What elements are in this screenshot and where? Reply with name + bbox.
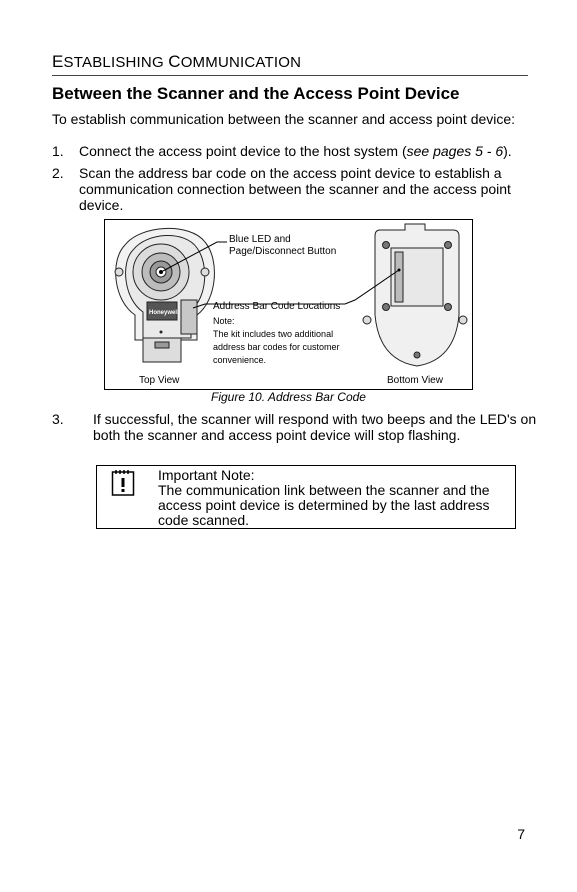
label-led-2: Page/Disconnect Button: [229, 246, 337, 257]
label-barcode: Address Bar Code Locations: [213, 301, 341, 312]
note-label: Note:: [213, 316, 235, 326]
section-initial-1: E: [52, 52, 64, 71]
led-dot: [159, 270, 163, 274]
note-line-3: code scanned.: [158, 512, 250, 528]
note-line-3: convenience.: [213, 355, 267, 365]
figure-illustration: [105, 220, 472, 389]
intro-text: To establish communication between the scanner and access point device:: [52, 111, 516, 127]
step-2-line-2: communication connection between the scanner and the access point: [79, 181, 511, 197]
step-3-line-2: both the scanner and access point device will stop flashing.: [93, 427, 461, 443]
important-note-box: [96, 465, 516, 529]
step-1-text-after: ).: [503, 143, 512, 159]
figure-caption: Figure 10. Address Bar Code: [211, 390, 366, 404]
section-rest-1: STABLISHING: [63, 54, 169, 71]
step-1-number: 1.: [52, 143, 64, 159]
note-line-2: access point device is determined by the last address: [158, 497, 490, 513]
important-note-text: [158, 468, 508, 528]
step-2-text: [79, 165, 511, 213]
note-line-1: The kit includes two additional: [213, 329, 334, 339]
step-3-line-1: If successful, the scanner will respond with two beeps and the LED's on: [93, 411, 537, 427]
step-1-text-italic: see pages 5 - 6: [406, 143, 504, 159]
step-3-number: 3.: [52, 411, 64, 427]
figure-address-bar-code: [104, 219, 473, 390]
step-2-line-3: device.: [79, 197, 124, 213]
page-title: Between the Scanner and the Access Point Device: [52, 84, 460, 103]
scanner-top-view: [115, 228, 214, 362]
step-1-text-before: Connect the access point device to the host system (: [79, 143, 407, 159]
section-initial-2: C: [168, 52, 181, 71]
note-heading: Important Note:: [158, 467, 255, 483]
step-2-line-1: Scan the address bar code on the access point device to establish a: [79, 165, 502, 181]
step-3-text: [93, 411, 536, 443]
section-header: [52, 52, 528, 76]
bottom-view-label: Bottom View: [387, 375, 443, 386]
notepad-exclamation-icon: [111, 469, 135, 497]
note-line-1: The communication link between the scanner and the: [158, 482, 490, 498]
top-view-label: Top View: [139, 375, 180, 386]
section-rest-2: OMMUNICATION: [180, 54, 302, 71]
page-number: 7: [517, 826, 525, 842]
note-line-2: address bar codes for customer: [213, 342, 340, 352]
step-2-number: 2.: [52, 165, 64, 181]
callout-dot: [398, 269, 401, 272]
label-led-1: Blue LED and: [229, 234, 291, 245]
step-1-text: [79, 143, 512, 159]
access-point-bottom-view: [363, 224, 467, 366]
brand-logo-text: Honeywell: [149, 310, 179, 316]
